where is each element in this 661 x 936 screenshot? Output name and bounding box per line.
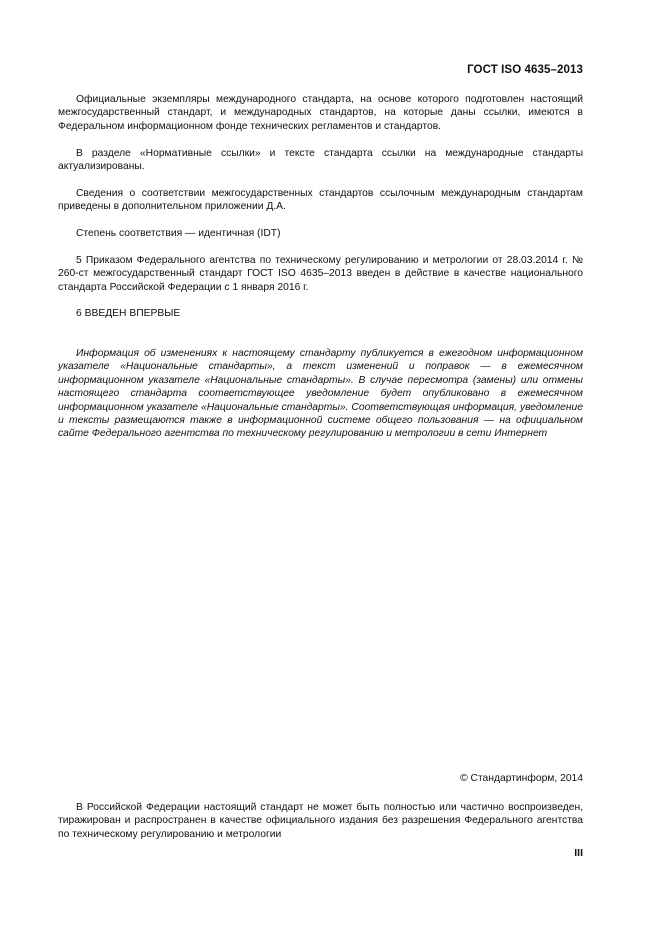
item-5-paragraph: 5 Приказом Федерального агентства по техническому регулированию и метрологии от 28.03.2014 г. № 260-ст межгосударственный стандарт ГОСТ ISO 4635–2013 введен в действие в качестве национального стандарта Российской Федерации с 1 января 2016 г. [58,255,583,293]
official-copies-paragraph: Официальные экземпляры международного стандарта, на основе которого подготовлен настоящий межгосударственный стандарт, и международных стандартов, на которые даны ссылки, имеются в Федеральном информационном фонде технических регламентов и стандартов. [58,94,583,132]
page-number: III [574,847,583,859]
conformity-degree-paragraph: Степень соответствия — идентичная (IDT) [76,228,281,239]
item-6-paragraph: 6 ВВЕДЕН ВПЕРВЫЕ [76,308,181,319]
changes-info-paragraph: Информация об изменениях к настоящему стандарту публикуется в ежегодном информационном указателе «Национальные стандарты», а текст изменений и поправок — в ежемесячном информационном указателе «Национальные стандарты». В случае пересмотра (замены) или отмены настоящего стандарта соответствующее уведомление будет опубликовано в ежемесячном информационном указателе «Национальные стандарты». Соответствующая информация, уведомление и тексты размещаются также в информационной системе общего пользования — на официальном сайте Федерального агентства по техническому регулированию и метрологии в сети Интернет [58,348,583,440]
copyright-notice: © Стандартинформ, 2014 [460,773,583,784]
standard-code-header: ГОСТ ISO 4635–2013 [467,64,583,76]
reproduction-notice-paragraph: В Российской Федерации настоящий стандарт не может быть полностью или частично воспроизведен, тиражирован и распространен в качестве официального издания без разрешения Федерального агентства по техническому регулированию и метрологии [58,802,583,840]
conformity-info-paragraph: Сведения о соответствии межгосударственных стандартов ссылочным международным стандартам приведены в дополнительном приложении Д.А. [58,188,583,213]
normative-references-paragraph: В разделе «Нормативные ссылки» и тексте стандарта ссылки на международные стандарты актуализированы. [58,148,583,173]
